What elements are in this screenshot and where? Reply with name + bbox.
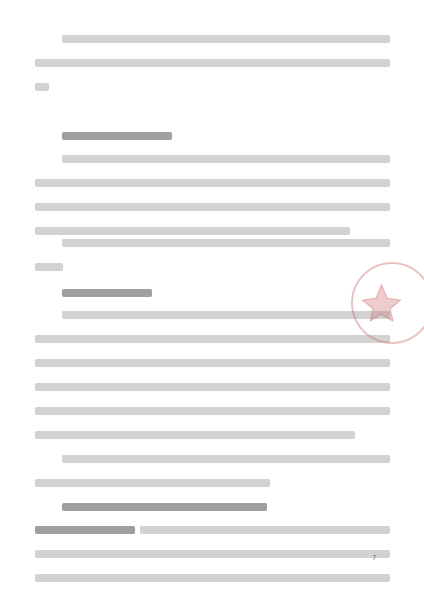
paragraph-9-text [0,526,1,527]
paragraph-7 [0,455,424,491]
page-number: 7 [372,554,377,562]
paragraph-3 [0,155,424,215]
paragraph-9 [0,526,424,586]
heading-8-text [0,503,1,504]
paragraph-6-text [0,311,1,312]
paragraph-7-text [0,455,1,456]
heading-2 [0,132,424,142]
paragraph-4-text [0,239,1,240]
heading-2-text [0,132,1,133]
heading-8 [0,503,424,513]
heading-5-text [0,289,1,290]
paragraph-3-text [0,155,1,156]
paragraph-1 [0,35,424,95]
official-seal-icon [351,262,424,344]
star-icon [353,264,424,342]
paragraph-1-text [0,35,1,36]
